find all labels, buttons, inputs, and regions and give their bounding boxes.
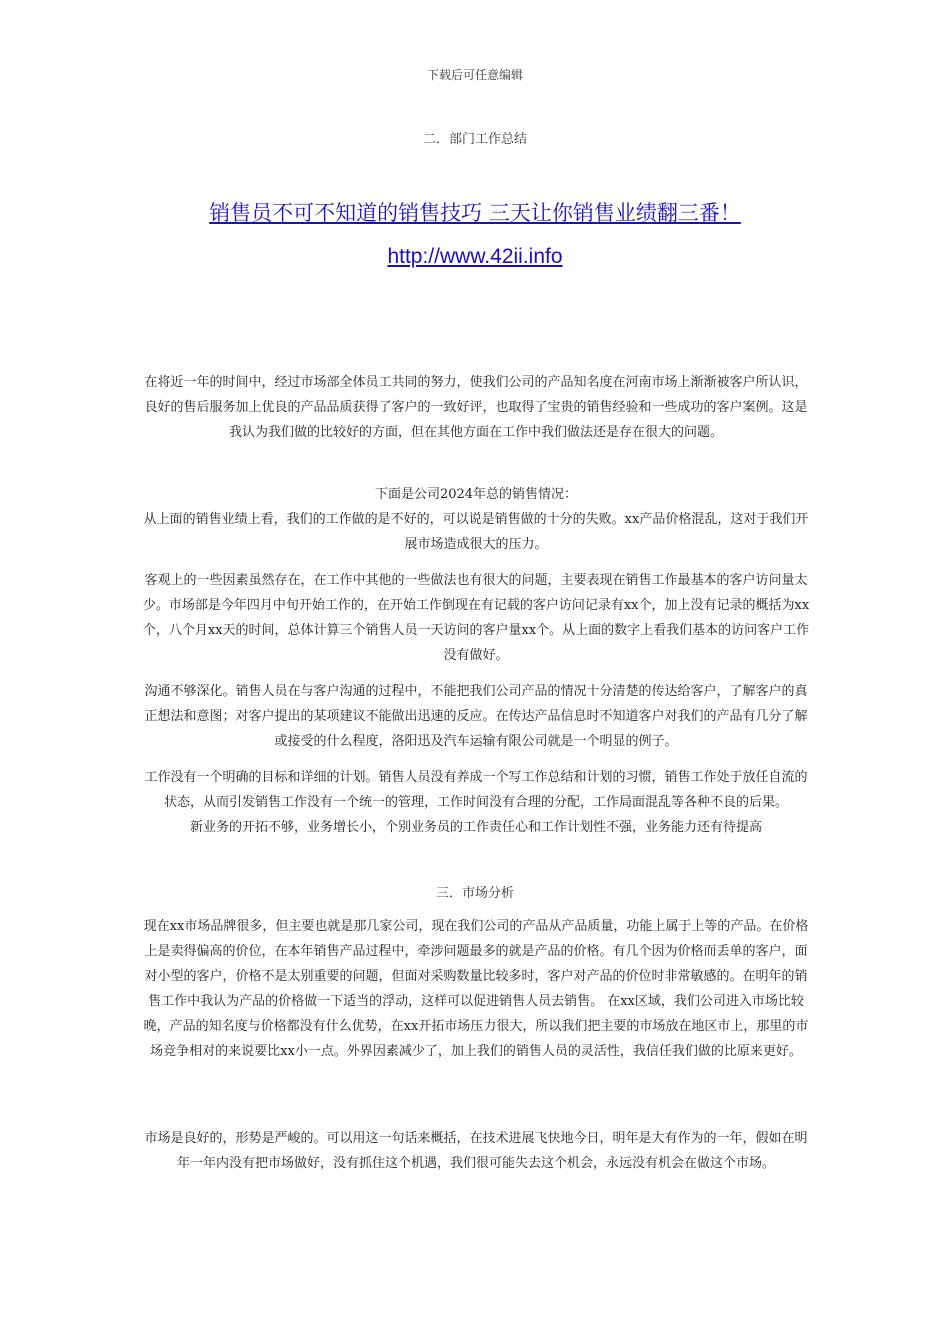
paragraph-text: 市场是良好的，形势是严峻的。可以用这一句话来概括，在技术进展飞快地今日，明年是大有作为的一年，假如在明年一年内没有把市场做好，没有抓住这个机遇，我们很可能失去这个机会，永远没有机会在做这个市场。	[144, 1131, 808, 1171]
paragraph-market-brands	[140, 914, 812, 1064]
paragraph-text: 客观上的一些因素虽然存在，在工作中其他的一些做法也有很大的问题，主要表现在销售工作最基本的客户访问量太少。市场部是今年四月中旬开始工作的，在开始工作倒现在有记载的客户访问记录有xx个，加上没有记录的概括为xx个，八个月xx天的时间，总体计算三个销售人员一天访问的客户量xx个。从上面的数字上看我们基本的访问客户工作没有做好。	[142, 573, 810, 663]
sales-situation-detail: 从上面的销售业绩上看，我们的工作做的是不好的，可以说是销售做的十分的失败。xx产品价格混乱，这对于我们开展市场造成很大的压力。	[143, 512, 809, 552]
paragraph-planning	[140, 765, 812, 840]
header-note: 下载后可任意编辑	[426, 68, 523, 82]
promo-title-link[interactable]: 销售员不可不知道的销售技巧 三天让你销售业绩翻三番！	[209, 201, 741, 225]
paragraph-text: 在将近一年的时间中，经过市场部全体员工共同的努力，使我们公司的产品知名度在河南市场上渐渐被客户所认识，良好的售后服务加上优良的产品品质获得了客户的一致好评，也取得了宝贵的销售经验和一些成功的客户案例。这是我认为我们做的比较好的方面，但在其他方面在工作中我们做法还是存在很大的问题。	[144, 375, 808, 440]
paragraph-visit-volume	[140, 568, 812, 668]
paragraph-market-outlook	[140, 1126, 812, 1176]
paragraph-text: 现在xx市场品牌很多，但主要也就是那几家公司，现在我们公司的产品从产品质量，功能上属于上等的产品。在价格上是卖得偏高的价位，在本年销售产品过程中，牵涉问题最多的就是产品的价格。有几个因为价格而丢单的客户，面对小型的客户，价格不是太别重要的问题，但面对采购数量比较多时，客户对产品的价位时非常敏感的。在明年的销售工作中我认为产品的价格做一下适当的浮动，这样可以促进销售人员去销售。 在xx区域，我们公司进入市场比较晚，产品的知名度与价格都没有什么优势，在xx开拓市场压力很大，所以我们把主要的市场放在地区市上，那里的市场竞争相对的来说要比xx小一点。外界因素减少了，加上我们的销售人员的灵活性，我信任我们做的比原来更好。	[143, 919, 809, 1059]
section-heading-market-analysis: 三．市场分析	[435, 886, 514, 901]
sales-situation-intro: 下面是公司2024年总的销售情况：	[374, 487, 578, 502]
paragraph-text: 工作没有一个明确的目标和详细的计划。销售人员没有养成一个写工作总结和计划的习惯，销售工作处于放任自流的状态，从而引发销售工作没有一个统一的管理，工作时间没有合理的分配，工作局面混乱等各种不良的后果。	[144, 770, 808, 810]
section-heading-department-summary: 二．部门工作总结	[422, 132, 527, 147]
paragraph-year-overview	[140, 370, 812, 445]
promo-url-link[interactable]: http://www.42ii.info	[387, 245, 563, 268]
paragraph-sales-situation	[140, 482, 812, 557]
paragraph-communication	[140, 679, 812, 754]
paragraph-new-business: 新业务的开拓不够，业务增长小，个别业务员的工作责任心和工作计划性不强，业务能力还有待提高	[189, 820, 762, 835]
paragraph-text: 沟通不够深化。销售人员在与客户沟通的过程中，不能把我们公司产品的情况十分清楚的传达给客户，了解客户的真正想法和意图；对客户提出的某项建议不能做出迅速的反应。在传达产品信息时不知道客户对我们的产品有几分了解或接受的什么程度，洛阳迅及汽车运输有限公司就是一个明显的例子。	[144, 684, 808, 749]
